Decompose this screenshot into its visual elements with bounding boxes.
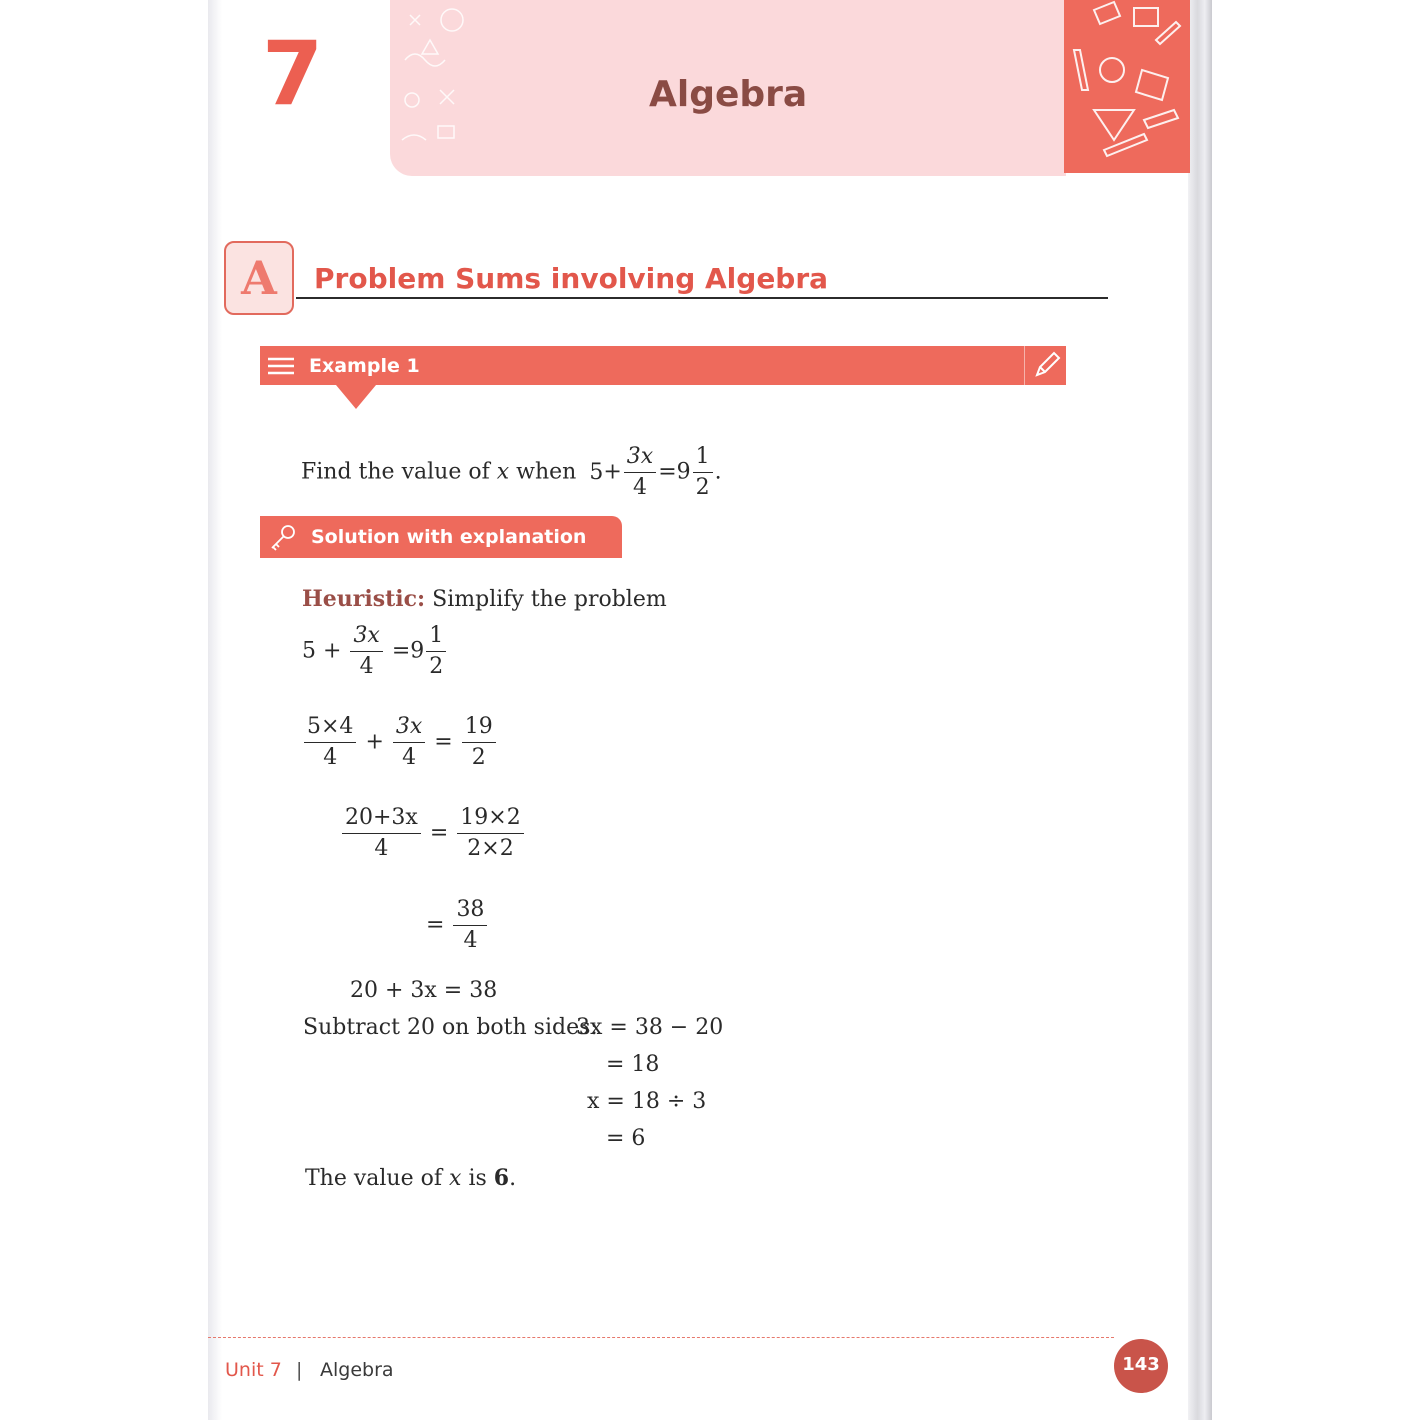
- q-rhs-den: 2: [695, 475, 710, 500]
- s1-c-num: 1: [426, 621, 446, 652]
- step-5: 20 + 3x = 38: [350, 978, 498, 1003]
- s1-b-num: 3x: [353, 623, 380, 648]
- s1-op: +: [323, 638, 342, 664]
- page-number-badge: [1114, 1339, 1168, 1393]
- q-rhs-whole: 9: [676, 459, 691, 485]
- s4-c-den: 4: [463, 928, 478, 953]
- s1-fraction: [350, 621, 382, 682]
- s3-c-den: 2×2: [467, 836, 514, 861]
- section-badge: [224, 241, 294, 315]
- conclusion-var: x: [449, 1166, 462, 1191]
- pencil-icon: [1033, 351, 1061, 379]
- q-frac-num: 3x: [626, 444, 654, 469]
- s2-c-fraction: [462, 712, 496, 773]
- s2-eq: =: [434, 729, 453, 755]
- s1-b-den: 4: [359, 654, 374, 679]
- s2-b-num: 3x: [395, 714, 423, 739]
- step-4: [426, 895, 489, 956]
- chapter-number: 7: [262, 22, 322, 125]
- example-label: Example 1: [309, 355, 420, 377]
- q-lhs-whole: 5: [589, 459, 604, 485]
- s1-c-den: 2: [429, 654, 444, 679]
- q-end: .: [714, 459, 722, 485]
- menu-lines-icon: [268, 356, 294, 376]
- section-title: Problem Sums involving Algebra: [314, 262, 829, 295]
- example-bar-pointer: [336, 385, 376, 409]
- section-letter: A: [241, 251, 277, 305]
- conclusion-is: is: [468, 1166, 487, 1191]
- heuristic-text: Simplify the problem: [432, 587, 667, 612]
- step-7: = 18: [606, 1052, 660, 1077]
- s3-a-den: 4: [374, 836, 389, 861]
- s1-eq: =: [391, 638, 411, 664]
- question-var: x: [496, 459, 510, 485]
- conclusion: [305, 1165, 516, 1191]
- q-plus: +: [603, 459, 622, 485]
- q-rhs-num: 1: [693, 442, 713, 473]
- question-prefix: Find the value of: [301, 459, 490, 485]
- step-3: [340, 803, 526, 864]
- footer-unit: Unit 7: [225, 1359, 282, 1381]
- s3-a-num: 20+3x: [342, 803, 421, 834]
- s2-c-num: 19: [462, 712, 496, 743]
- conclusion-value: 6: [493, 1165, 510, 1191]
- pencil-box: [1024, 346, 1067, 385]
- heuristic-label: Heuristic:: [302, 586, 426, 612]
- conclusion-prefix: The value of: [305, 1166, 443, 1191]
- question-line: [301, 442, 722, 503]
- s2-b-den: 4: [402, 745, 417, 770]
- doodle-decoration-icon: [390, 0, 480, 176]
- page-number: 143: [1122, 1354, 1160, 1375]
- s4-c-fraction: [453, 895, 487, 956]
- section-underline: [296, 297, 1108, 299]
- page-gutter-shadow: [208, 0, 222, 1420]
- s4-c-num: 38: [453, 895, 487, 926]
- s3-eq: =: [429, 820, 449, 846]
- footer-title: Algebra: [320, 1359, 394, 1381]
- question-when: when: [516, 459, 577, 485]
- s3-a-fraction: [342, 803, 421, 864]
- chapter-title: Algebra: [649, 74, 808, 115]
- book-page: [208, 0, 1208, 1420]
- q-equals: =: [658, 459, 677, 485]
- step-6-expr: 3x = 38 − 20: [576, 1015, 724, 1040]
- heuristic-line: [302, 586, 667, 612]
- page-edge-stack: [1188, 0, 1212, 1420]
- s2-b-fraction: [393, 712, 425, 773]
- q-fraction: [624, 442, 656, 503]
- s4-eq: =: [426, 912, 445, 938]
- s2-a-fraction: [304, 712, 356, 773]
- s3-c-num: 19×2: [457, 803, 523, 834]
- stationery-doodle-icon: [1064, 0, 1190, 173]
- s2-a-den: 4: [323, 745, 338, 770]
- footer-dashed-line: [208, 1337, 1114, 1338]
- step-6-label: Subtract 20 on both sides:: [303, 1015, 598, 1040]
- s2-a-num: 5×4: [304, 712, 356, 743]
- step-8: x = 18 ÷ 3: [587, 1089, 707, 1114]
- step-2: [302, 712, 498, 773]
- footer-separator: |: [296, 1359, 303, 1381]
- s2-op: +: [365, 729, 384, 755]
- step-1: [302, 621, 448, 682]
- q-frac-den: 4: [632, 475, 647, 500]
- key-icon: [268, 523, 298, 553]
- solution-label: Solution with explanation: [311, 526, 587, 548]
- s2-c-den: 2: [471, 745, 486, 770]
- s3-c-fraction: [457, 803, 523, 864]
- conclusion-end: .: [509, 1166, 517, 1191]
- s1-mixed-fraction: [426, 621, 446, 682]
- q-mixed-fraction: [693, 442, 713, 503]
- step-9: = 6: [606, 1126, 646, 1151]
- s1-a: 5: [302, 638, 316, 664]
- s1-c-whole: 9: [410, 638, 425, 664]
